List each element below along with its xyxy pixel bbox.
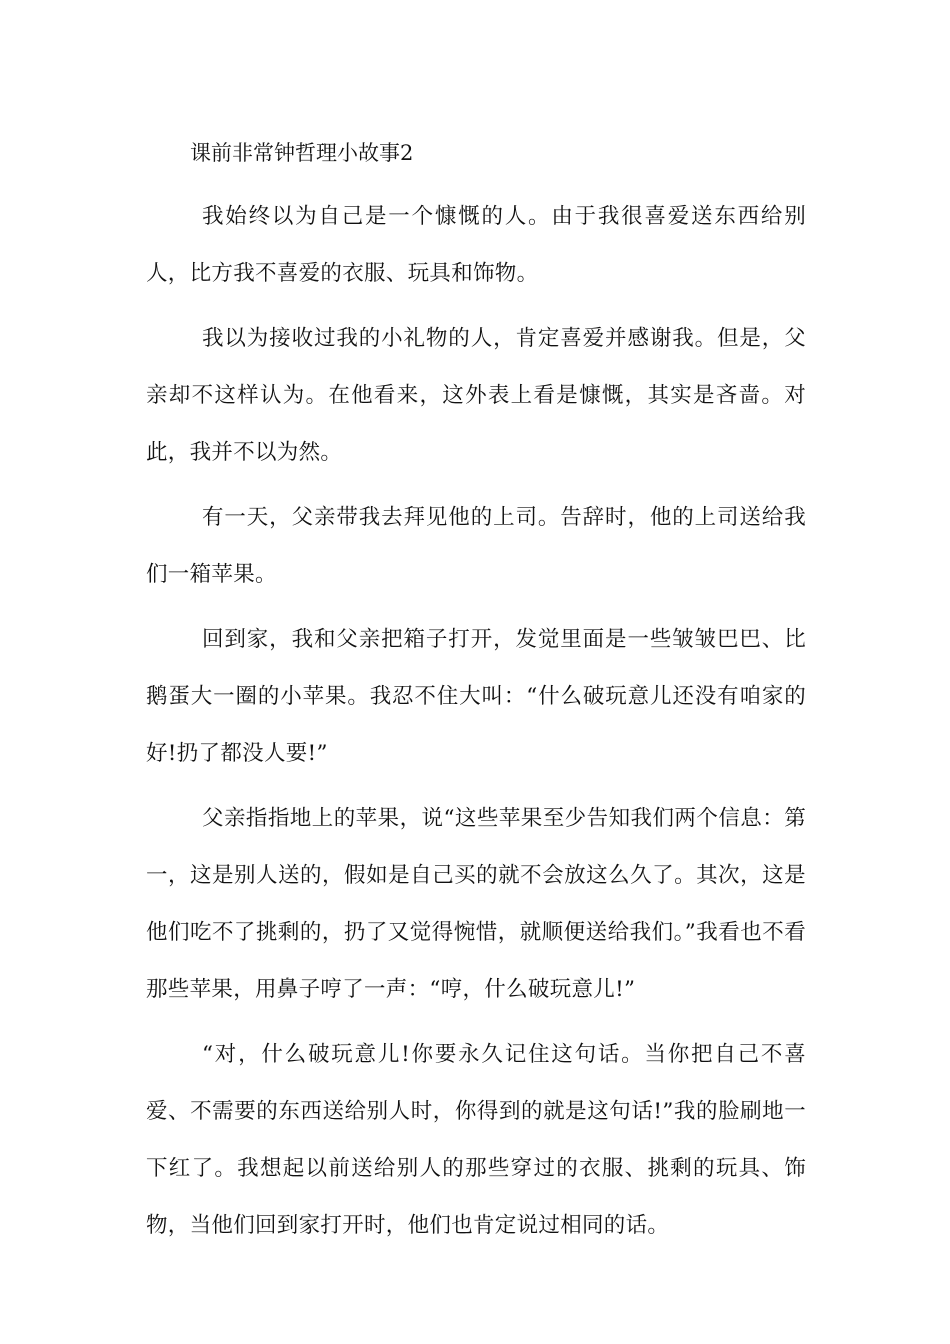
paragraph-3: 有一天，父亲带我去拜见他的上司。告辞时，他的上司送给我们一箱苹果。 xyxy=(146,505,806,587)
paragraph-5: 父亲指指地上的苹果，说“这些苹果至少告知我们两个信息：第一，这是别人送的，假如是自己买的就不会放这么久了。其次，这是他们吃不了挑剩的，扔了又觉得惋惜，就顺便送给我们。”我看也不看那些苹果，用鼻子哼了一声：“哼，什么破玩意儿!” xyxy=(146,806,806,1002)
paragraph-1: 我始终以为自己是一个慷慨的人。由于我很喜爱送东西给别人，比方我不喜爱的衣服、玩具和饰物。 xyxy=(146,204,806,286)
document-title: 课前非常钟哲理小故事2 xyxy=(190,141,414,165)
paragraph-6: “对，什么破玩意儿!你要永久记住这句话。当你把自己不喜爱、不需要的东西送给别人时，你得到的就是这句话!”我的脸刷地一下红了。我想起以前送给别人的那些穿过的衣服、挑剩的玩具、饰物，当他们回到家打开时，他们也肯定说过相同的话。 xyxy=(146,1042,806,1238)
paragraph-2: 我以为接收过我的小礼物的人，肯定喜爱并感谢我。但是，父亲却不这样认为。在他看来，这外表上看是慷慨，其实是吝啬。对此，我并不以为然。 xyxy=(146,326,806,465)
paragraph-4: 回到家，我和父亲把箱子打开，发觉里面是一些皱皱巴巴、比鹅蛋大一圈的小苹果。我忍不住大叫：“什么破玩意儿还没有咱家的好!扔了都没人要!” xyxy=(146,627,806,766)
document-body xyxy=(146,188,806,1262)
